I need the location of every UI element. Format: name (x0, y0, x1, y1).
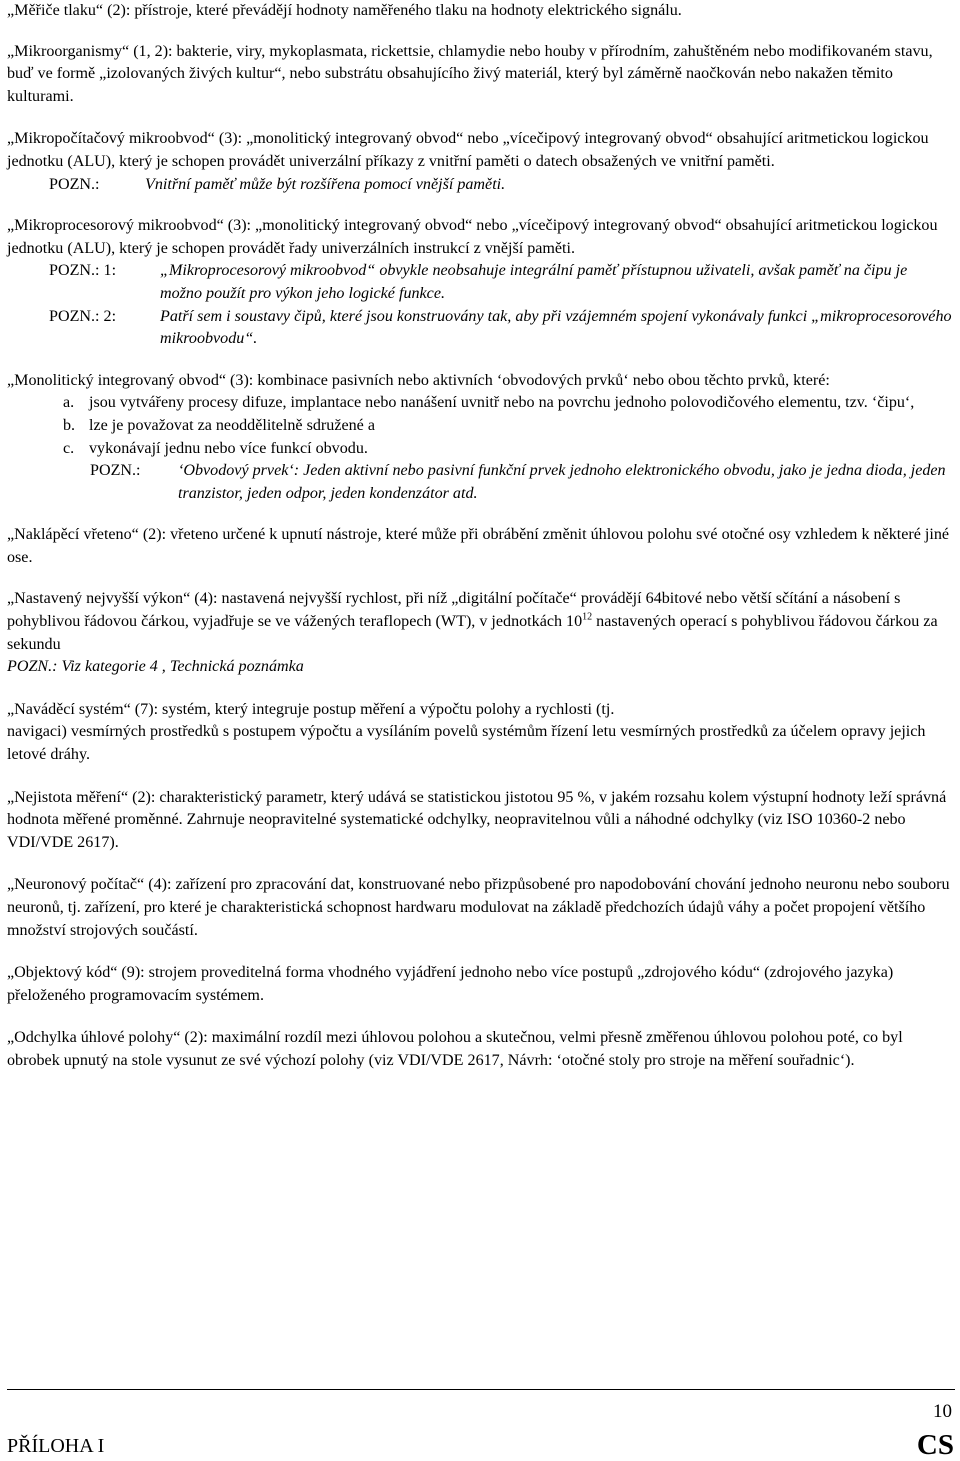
document-body (7, 0, 953, 1094)
list-marker: a. (63, 394, 75, 412)
definition-guidance-set (7, 699, 953, 767)
definition-text-part2: nastavených operací s pohyblivou řádovou čárkou za sekundu (7, 613, 938, 653)
note-label: POZN.: (90, 462, 141, 480)
annex-label: PŘÍLOHA I (7, 1435, 105, 1457)
definition-text-line2: navigaci) vesmírných prostředků s postupem výpočtu a vysíláním povelů systémům řízení letu vesmírných prostředků za účelem opravy jejich letové dráhy. (7, 723, 926, 764)
list-item (63, 438, 953, 461)
definition-measurement-uncertainty: „Nejistota měření“ (2): charakteristický parametr, který udává se statistickou jistotou 95 %, v jakém rozsahu kolem výstupní hodnoty leží správná hodnota měřené proměnné. Zahrnuje neopravitelné systematické odchylky, neopravitelnou vůli a náhodné odchylky (viz ISO 10360-2 nebo VDI/VDE 2617). (7, 788, 947, 851)
list-marker: b. (63, 416, 76, 434)
list-text: jsou vytvářeny procesy difuze, implantace nebo nanášení uvnitř nebo na povrchu jednoho polovodičového elementu, tzv. ‘čipu‘, (89, 394, 915, 412)
language-code: CS (916, 1429, 954, 1461)
definition-tilting-spindle: „Naklápěcí vřeteno“ (2): vřeteno určené k upnutí nástroje, které může při obrábění změnit úhlovou polohu své otočné osy vzhledem k některé jiné ose. (7, 526, 950, 566)
definition-angular-position-deviation: „Odchylka úhlové polohy“ (2): maximální rozdíl mezi úhlovou polohou a skutečnou, velmi přesně změřenou úhlovou polohou poté, co byl obrobek upnutý na stole vysunut ze své výchozí polohy (viz VDI/VDE 2617, Návrh: ‘otočné stoly pro stroje na měření souřadnic‘). (7, 1029, 903, 1069)
definition-text-part1: „Nastavený nejvyšší výkon“ (4): nastavená nejvyšší rychlost, při níž „digitální počítače“ provádějí 64bitové nebo větší sčítání a násobení s pohyblivou řádovou čárkou, vyjadřuje se ve vážených teraflopech (WT), v jednotkách 10 (7, 590, 901, 631)
list-item (63, 415, 953, 438)
note-text: ‘Obvodový prvek‘: Jeden aktivní nebo pasivní funkční prvek jednoho elektronického obvodu, jako je jedna dioda, jeden tranzistor, jeden odpor, jeden kondenzátor atd. (178, 462, 946, 502)
page-number: 10 (933, 1401, 952, 1422)
definition-neural-computer: „Neuronový počítač“ (4): zařízení pro zpracování dat, konstruované nebo přizpůsobené pro napodobování chování jednoho neuronu nebo souboru neuronů, tj. zařízení, pro které je charakteristická schopnost hardwaru modulovat na základě předchozích údajů váhy a počet propojení většího množství strojových součástí. (7, 876, 950, 939)
list-marker: c. (63, 439, 75, 457)
list-item (63, 392, 953, 415)
note-text: „Mikroprocesorový mikroobvod“ obvykle neobsahuje integrální paměť přístupnou uživateli, avšak paměť na čipu je možno použít pro výkon jeho logické funkce. (160, 262, 908, 302)
definition-text-line1: „Naváděcí systém“ (7): systém, který integruje postup měření a výpočtu polohy a rychlosti (tj. (7, 700, 615, 718)
definition-text (7, 588, 953, 656)
note-label: POZN.: 2: (49, 307, 117, 325)
note-label: POZN.: (49, 175, 100, 193)
list-text: vykonávají jednu nebo více funkcí obvodu. (89, 439, 368, 457)
note-text: Vnitřní paměť může být rozšířena pomocí vnější paměti. (145, 175, 506, 193)
definition-microorganisms: „Mikroorganismy“ (1, 2): bakterie, viry, mykoplasmata, rickettsie, chlamydie nebo houby v přírodním, zahuštěném nebo modifikovaném stavu, buď ve formě „izolovaných živých kultur“, nebo substrátu obsahujícího živý materiál, který byl záměrně naočkován nebo nakažen těmito kulturami. (7, 42, 933, 105)
note (7, 174, 953, 197)
definition-text: „Monolitický integrovaný obvod“ (3): kombinace pasivních nebo aktivních ‘obvodových prvků‘ nebo obou těchto prvků, které: (7, 371, 830, 389)
definition-microcomputer-microcircuit (7, 128, 953, 196)
definition-object-code: „Objektový kód“ (9): strojem proveditelná forma vhodného vyjádření jednoho nebo více postupů „zdrojového kódu“ (zdrojového jazyka) přeloženého programovacím systémem. (7, 964, 894, 1004)
note (7, 460, 953, 505)
definition-pressure-transducers: „Měřiče tlaku“ (2): přístroje, které převádějí hodnoty naměřeného tlaku na hodnoty elektrického signálu. (7, 2, 682, 19)
note-1 (7, 260, 953, 305)
definition-text: „Mikroprocesorový mikroobvod“ (3): „monolitický integrovaný obvod“ nebo „vícečipový integrovaný obvod“ obsahující aritmetickou logickou jednotku (ALU), který je schopen provádět řady univerzálních instrukcí z vnější paměti. (7, 217, 938, 257)
note-text: Patří sem i soustavy čipů, které jsou konstruovány tak, aby při vzájemném spojení vykonávaly funkci „mikroprocesorového mikroobvodu“. (160, 307, 952, 348)
definition-text: „Mikropočítačový mikroobvod“ (3): „monolitický integrovaný obvod“ nebo „vícečipový integrovaný obvod“ obsahující aritmetickou logickou jednotku (ALU), který je schopen provádět univerzální příkazy z vnitřní paměti o datech obsažených ve vnitřní paměti. (7, 130, 929, 170)
definition-monolithic-integrated-circuit (7, 370, 953, 506)
exponent: 12 (582, 611, 593, 623)
definition-microprocessor-microcircuit (7, 215, 953, 351)
note-label: POZN.: 1: (49, 262, 117, 280)
definition-adjusted-peak-performance (7, 588, 953, 678)
criteria-list (7, 392, 953, 460)
list-text: lze je považovat za neoddělitelně sdružené a (89, 416, 375, 434)
note: POZN.: Viz kategorie 4 , Technická poznámka (7, 658, 304, 676)
note-2 (7, 306, 953, 351)
footer-divider (7, 1389, 955, 1390)
